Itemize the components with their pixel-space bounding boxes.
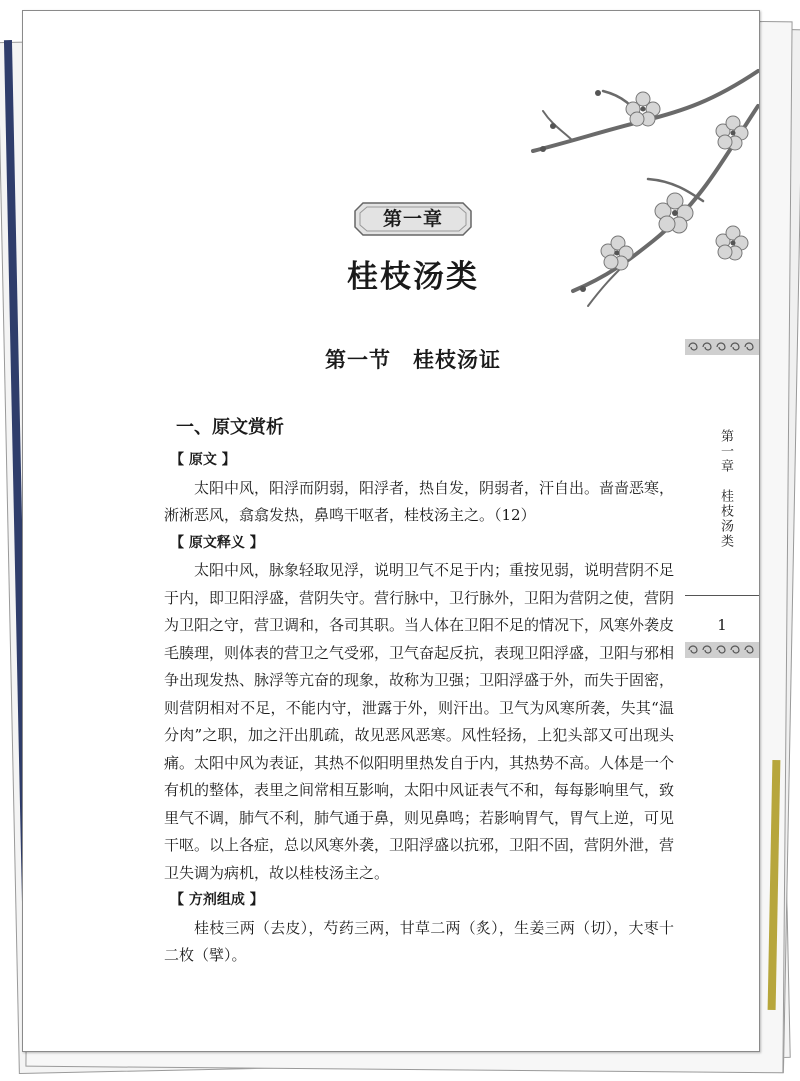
sidebar-ornament-top bbox=[685, 338, 759, 356]
chapter-title: 桂枝汤类 bbox=[347, 259, 479, 295]
label-original: 【 原文 】 bbox=[170, 452, 236, 468]
sidebar-ornament-bottom bbox=[685, 641, 759, 659]
subheading: 一、原文赏析 bbox=[176, 417, 284, 438]
plum-blossom-illustration bbox=[513, 51, 760, 311]
running-head: 第一章 桂枝汤类 bbox=[718, 429, 733, 549]
chapter-badge-label: 第一章 bbox=[382, 208, 443, 230]
body-text bbox=[164, 447, 674, 970]
label-formula: 【 方剂组成 】 bbox=[170, 892, 264, 908]
paragraph-interpretation: 太阳中风，脉象轻取见浮，说明卫气不足于内；重按见弱，说明营阴不足于内，即卫阳浮盛，营阴失守。营行脉中，卫行脉外，卫阳为营阴之使，营阴为卫阳之守，营卫调和，各司其职。当人体在卫阳不足的情况下，风寒外袭皮毛腠理，则体表的营卫之气受邪，卫气奋起反抗，表现卫阳浮盛，卫阳与邪相争出现发热、脉浮等亢奋的现象，故称为卫强；卫阳浮盛于外，而失于固密，则营阴相对不足，不能内守，泄露于外，则汗出。卫气为风寒所袭，失其“温分肉”之职，加之汗出肌疏，故见恶风恶寒。风性轻扬，上犯头部又可出现头痛。太阳中风为表证，其热不似阳明里热发自于内，其热势不高。人体是一个有机的整体，表里之间常相互影响，太阳中风证表气不和，每每影响里气，致里气不调，肺气不利，肺气通于鼻，则见鼻鸣；若影响胃气，胃气上逆，可见干呕。以上各症，总以风寒外袭，卫阳浮盛以抗邪，卫阳不固，营阴外泄，营卫失调为病机，故以桂枝汤主之。 bbox=[164, 561, 675, 882]
paragraph-formula: 桂枝三两（去皮），芍药三两，甘草二两（炙），生姜三两（切），大枣十二枚（擘）。 bbox=[164, 918, 674, 964]
label-interpretation: 【 原文释义 】 bbox=[170, 534, 264, 551]
paragraph-original: 太阳中风，阳浮而阴弱，阳浮者，热自发，阴弱者，汗自出。啬啬恶寒，淅淅恶风，翕翕发热，鼻鸣干呕者，桂枝汤主之。（12） bbox=[164, 478, 675, 524]
sidebar-divider bbox=[685, 595, 759, 596]
section-title: 第一节 桂枝汤证 bbox=[325, 347, 501, 372]
page-number: 1 bbox=[717, 616, 727, 634]
chapter-badge bbox=[353, 201, 473, 237]
book-page bbox=[22, 10, 760, 1052]
